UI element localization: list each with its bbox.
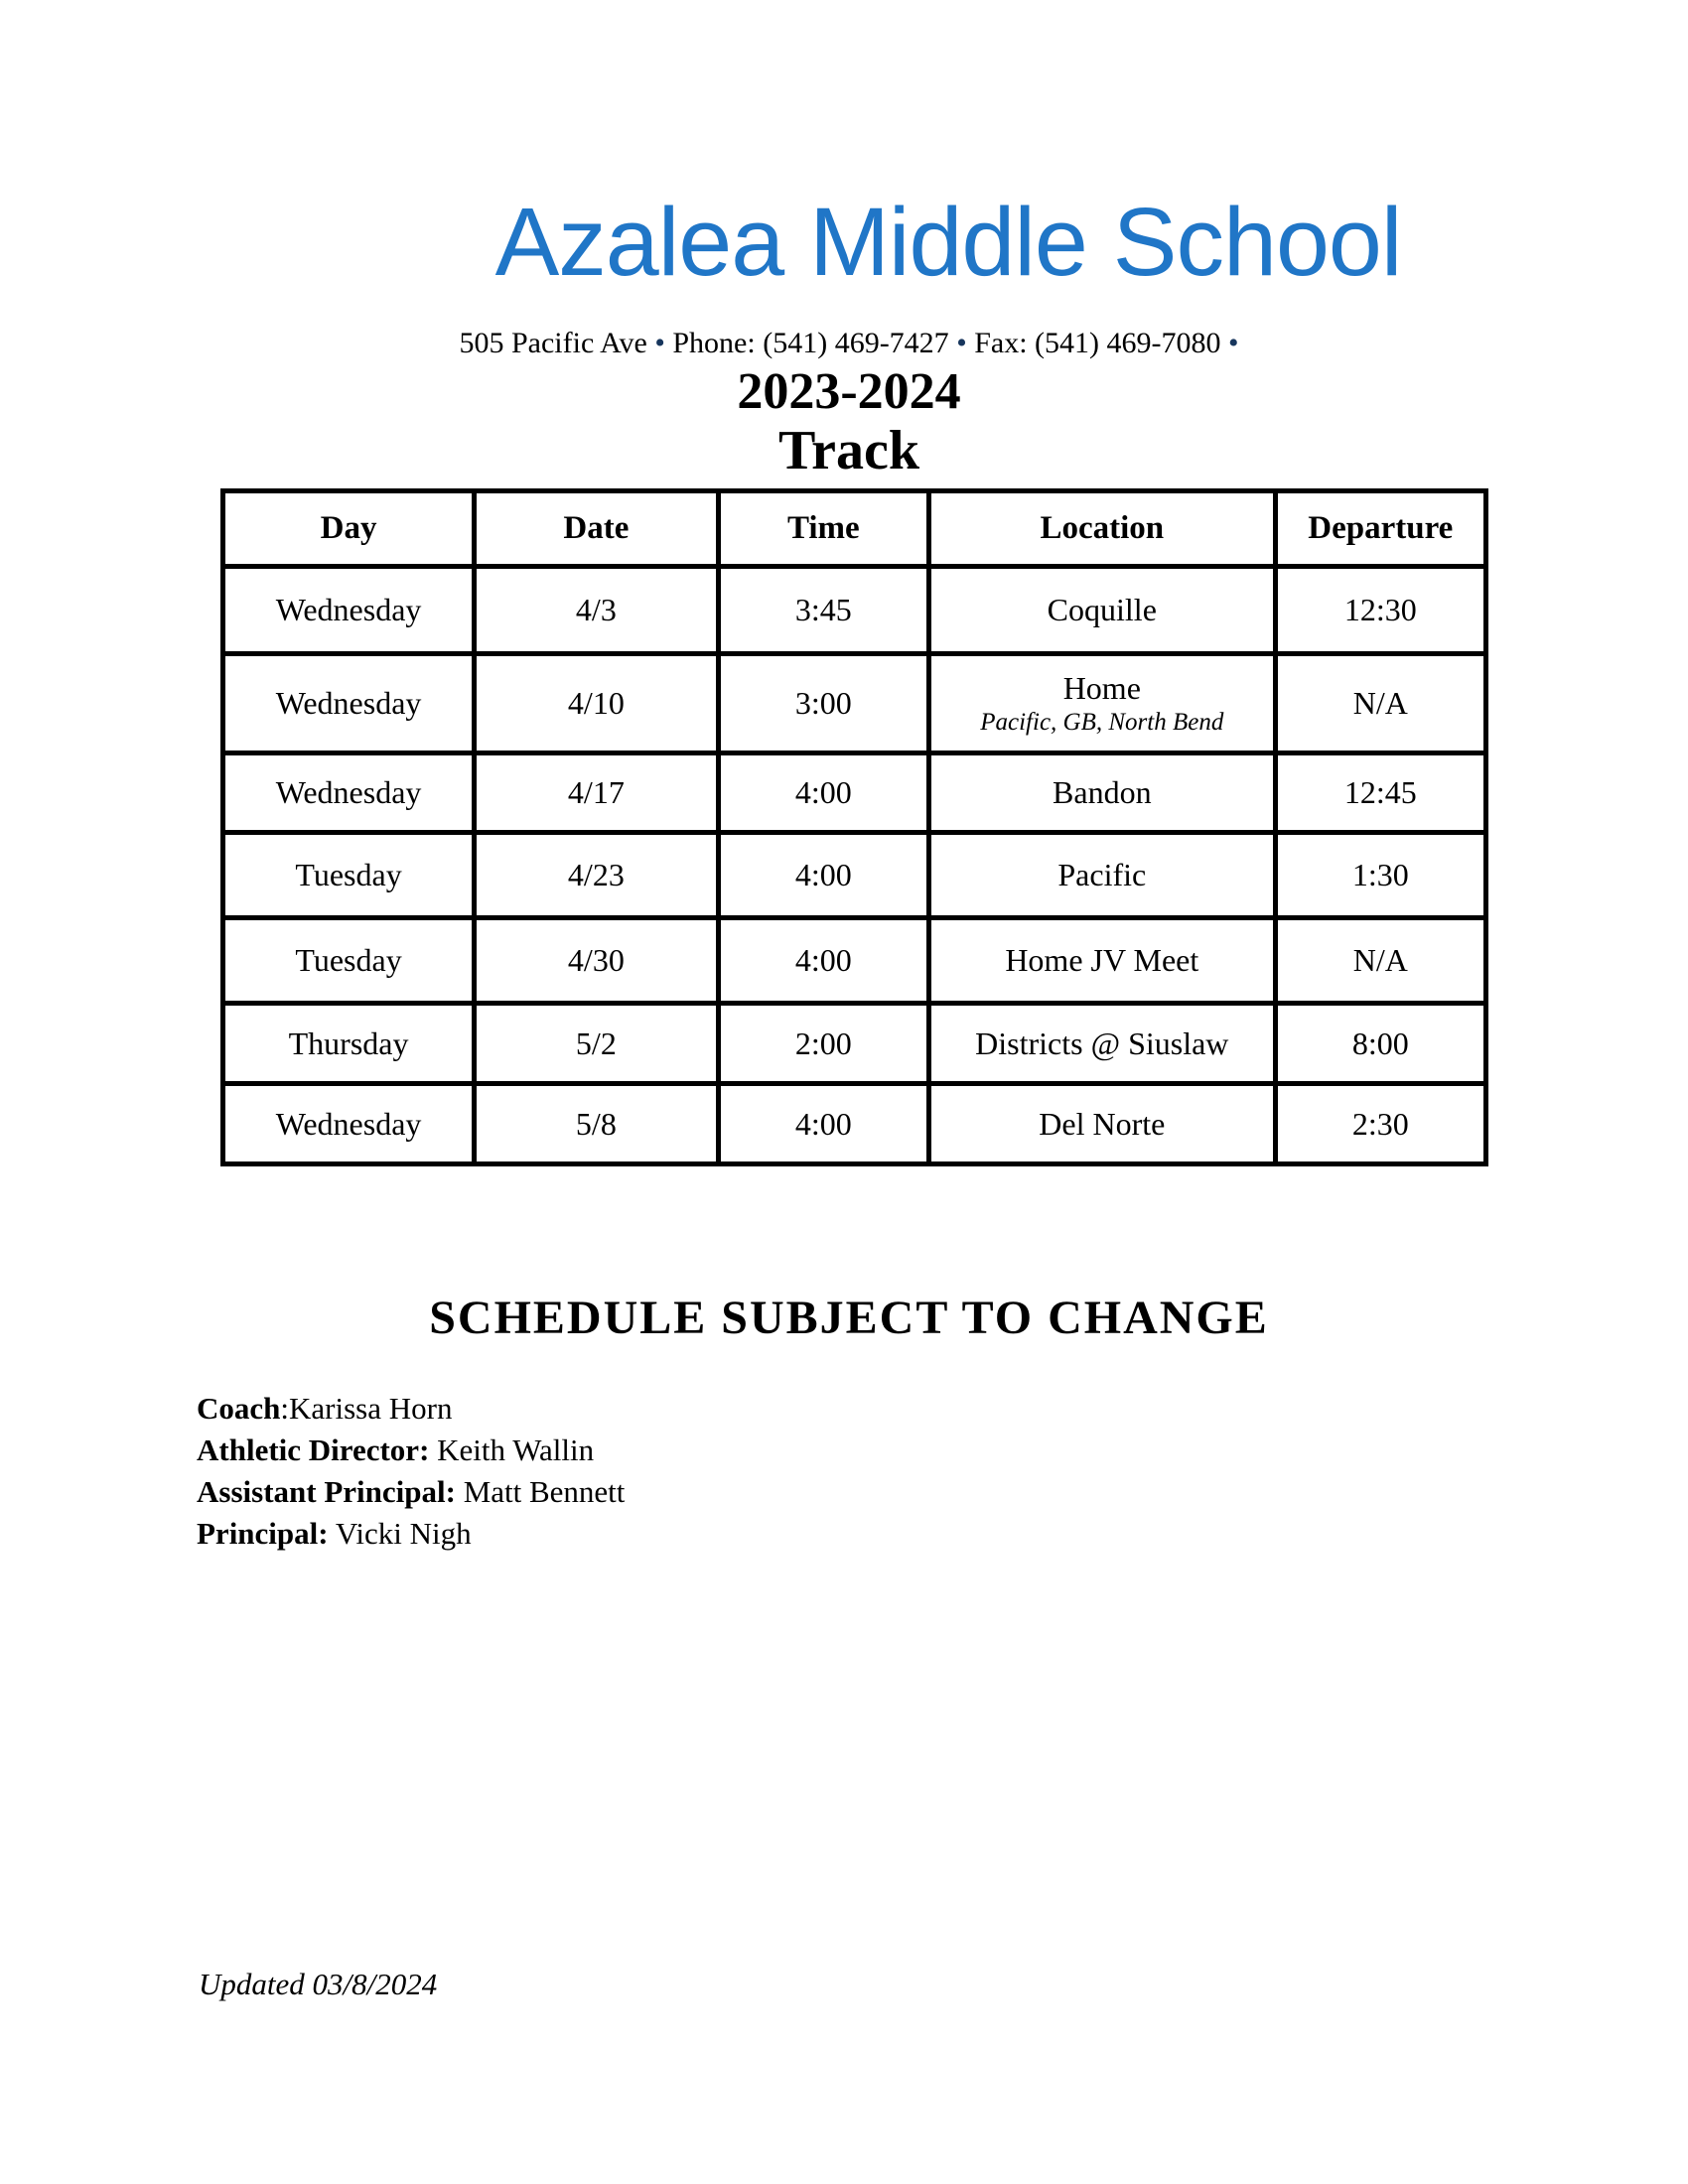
- table-row: [223, 654, 1486, 753]
- table-row: [223, 833, 1486, 918]
- staff-separator: :: [280, 1391, 290, 1426]
- cell-date: 5/2: [475, 1004, 718, 1084]
- cell-departure: 8:00: [1275, 1004, 1485, 1084]
- bullet-separator-icon: •: [1220, 327, 1239, 359]
- staff-separator: [456, 1474, 464, 1509]
- cell-date: 4/3: [475, 567, 718, 654]
- schedule-table: [220, 488, 1488, 1166]
- cell-date: 4/23: [475, 833, 718, 918]
- cell-location: [929, 1004, 1276, 1084]
- address-segment: 505 Pacific Ave: [459, 327, 647, 359]
- cell-day: Tuesday: [223, 918, 475, 1004]
- table-row: [223, 567, 1486, 654]
- table-row: [223, 753, 1486, 833]
- cell-location: [929, 753, 1276, 833]
- location-name: Home: [1062, 669, 1141, 706]
- cell-date: 4/17: [475, 753, 718, 833]
- school-title: Azalea Middle School: [494, 188, 1402, 296]
- cell-time: 4:00: [718, 753, 928, 833]
- column-header-day: Day: [223, 491, 475, 567]
- location-name: Bandon: [1053, 774, 1152, 810]
- cell-location: [929, 918, 1276, 1004]
- staff-line: [197, 1513, 625, 1555]
- cell-date: 4/30: [475, 918, 718, 1004]
- cell-date: 4/10: [475, 654, 718, 753]
- staff-separator: [329, 1516, 336, 1551]
- address-segment: Fax: (541) 469-7080: [974, 327, 1221, 359]
- cell-departure: 12:45: [1275, 753, 1485, 833]
- staff-role-label: Assistant Principal:: [197, 1474, 456, 1509]
- cell-time: 2:00: [718, 1004, 928, 1084]
- cell-location: [929, 567, 1276, 654]
- cell-day: Wednesday: [223, 567, 475, 654]
- location-name: Coquille: [1047, 592, 1157, 627]
- cell-day: Tuesday: [223, 833, 475, 918]
- cell-day: Thursday: [223, 1004, 475, 1084]
- cell-departure: 2:30: [1275, 1084, 1485, 1164]
- bullet-separator-icon: •: [948, 327, 975, 359]
- sport-heading: Track: [777, 420, 920, 481]
- staff-line: [197, 1388, 625, 1430]
- table-row: [223, 1004, 1486, 1084]
- address-line: [149, 327, 1549, 359]
- staff-role-label: Athletic Director:: [197, 1433, 430, 1467]
- staff-block: [197, 1388, 625, 1555]
- location-name: Home JV Meet: [1005, 942, 1199, 978]
- cell-departure: 1:30: [1275, 833, 1485, 918]
- column-header-departure: Departure: [1275, 491, 1485, 567]
- staff-line: [197, 1471, 625, 1513]
- table-row: [223, 1084, 1486, 1164]
- staff-name: Keith Wallin: [437, 1433, 595, 1467]
- cell-date: 5/8: [475, 1084, 718, 1164]
- address-segment: Phone: (541) 469-7427: [672, 327, 949, 359]
- location-name: Pacific: [1057, 857, 1147, 892]
- staff-role-label: Principal:: [197, 1516, 329, 1551]
- column-header-location: Location: [929, 491, 1276, 567]
- cell-time: 3:45: [718, 567, 928, 654]
- staff-name: Karissa Horn: [289, 1391, 453, 1426]
- cell-time: 4:00: [718, 833, 928, 918]
- cell-time: 3:00: [718, 654, 928, 753]
- location-name: Del Norte: [1039, 1105, 1166, 1142]
- cell-departure: N/A: [1275, 918, 1485, 1004]
- location-note: Pacific, GB, North Bend: [980, 708, 1224, 736]
- cell-location: [929, 654, 1276, 753]
- cell-time: 4:00: [718, 1084, 928, 1164]
- staff-separator: [429, 1433, 437, 1467]
- schedule-table-body: [223, 567, 1486, 1164]
- cell-departure: 12:30: [1275, 567, 1485, 654]
- updated-date: Updated 03/8/2024: [199, 1967, 438, 2001]
- column-header-date: Date: [475, 491, 718, 567]
- schedule-notice: SCHEDULE SUBJECT TO CHANGE: [429, 1292, 1269, 1344]
- staff-line: [197, 1430, 625, 1471]
- cell-day: Wednesday: [223, 1084, 475, 1164]
- column-header-time: Time: [718, 491, 928, 567]
- bullet-separator-icon: •: [646, 327, 673, 359]
- staff-role-label: Coach: [197, 1391, 281, 1426]
- cell-location: [929, 1084, 1276, 1164]
- cell-time: 4:00: [718, 918, 928, 1004]
- table-row: [223, 918, 1486, 1004]
- cell-departure: N/A: [1275, 654, 1485, 753]
- staff-name: Vicki Nigh: [335, 1516, 472, 1551]
- location-name: Districts @ Siuslaw: [975, 1024, 1229, 1061]
- cell-location: [929, 833, 1276, 918]
- table-header-row: [223, 491, 1486, 567]
- cell-day: Wednesday: [223, 654, 475, 753]
- cell-day: Wednesday: [223, 753, 475, 833]
- staff-name: Matt Bennett: [463, 1474, 626, 1509]
- season-heading: 2023-2024: [737, 363, 961, 420]
